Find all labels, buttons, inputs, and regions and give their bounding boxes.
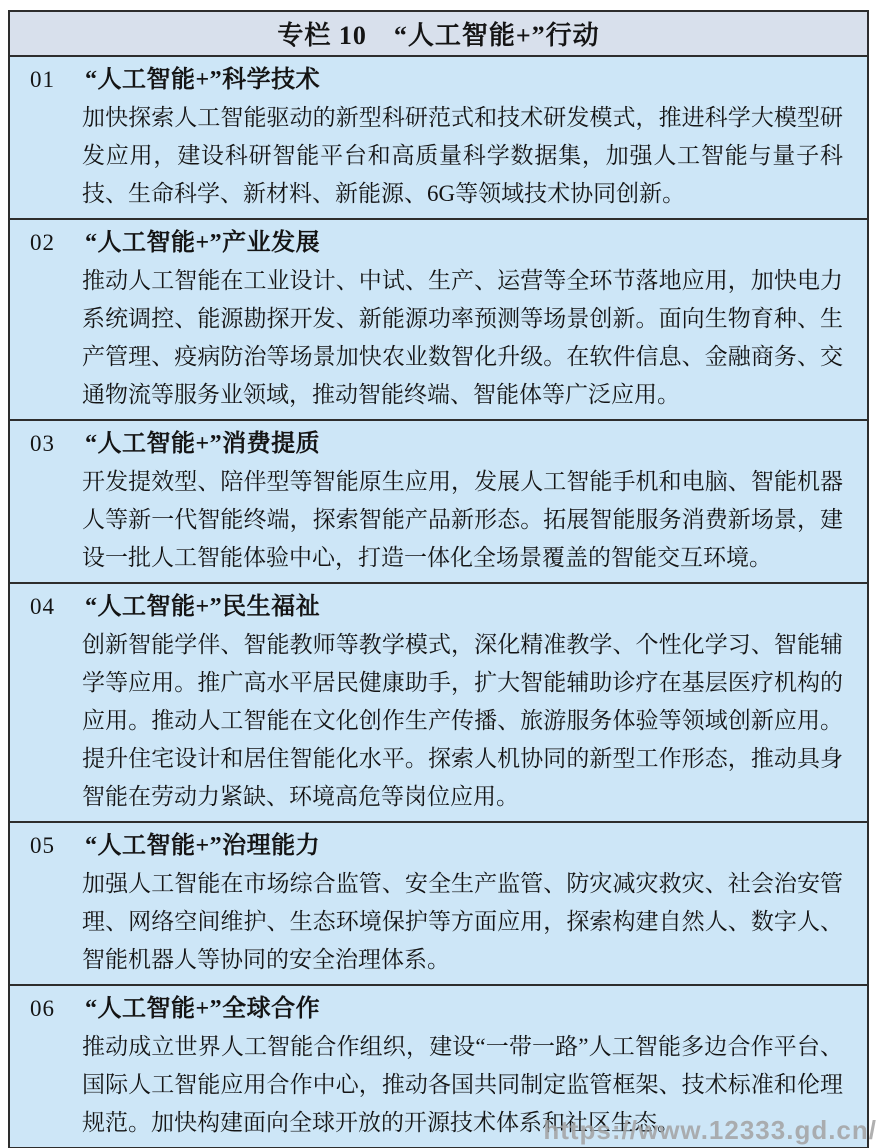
section-title: “人工智能+”消费提质 [85, 431, 321, 457]
box-header [10, 12, 867, 57]
section-number: 01 [30, 67, 55, 92]
column-box [8, 10, 869, 1148]
section-heading [30, 61, 843, 99]
section-heading [30, 425, 843, 463]
section-title: “人工智能+”民生福祉 [85, 594, 321, 620]
section-number: 02 [30, 230, 55, 255]
section-body: 推动成立世界人工智能合作组织，建设“一带一路”人工智能多边合作平台、国际人工智能应用合作中心，推动各国共同制定监管框架、技术标准和伦理规范。加快构建面向全球开放的开源技术体系和社区生态。 [82, 1034, 843, 1135]
box-title: 专栏 10 “人工智能+”行动 [277, 21, 600, 50]
section-body: 创新智能学伴、智能教师等教学模式，深化精准教学、个性化学习、智能辅学等应用。推广高水平居民健康助手，扩大智能辅助诊疗在基层医疗机构的应用。推动人工智能在文化创作生产传播、旅游服务体验等领域创新应用。提升住宅设计和居住智能化水平。探索人机协同的新型工作形态，推动具身智能在劳动力紧缺、环境高危等岗位应用。 [82, 632, 843, 809]
section-number: 05 [30, 833, 55, 858]
section-title: “人工智能+”全球合作 [85, 996, 321, 1022]
section-row [10, 584, 867, 823]
section-body: 加快探索人工智能驱动的新型科研范式和技术研发模式，推进科学大模型研发应用，建设科研智能平台和高质量科学数据集，加强人工智能与量子科技、生命科学、新材料、新能源、6G等领域技术协同创新。 [82, 105, 843, 206]
section-body: 推动人工智能在工业设计、中试、生产、运营等全环节落地应用，加快电力系统调控、能源勘探开发、新能源功率预测等场景创新。面向生物育种、生产管理、疫病防治等场景加快农业数智化升级。在软件信息、金融商务、交通物流等服务业领域，推动智能终端、智能体等广泛应用。 [82, 268, 843, 407]
section-heading [30, 588, 843, 626]
section-number: 03 [30, 431, 55, 456]
section-title: “人工智能+”科学技术 [85, 67, 321, 93]
section-row [10, 220, 867, 421]
section-row [10, 986, 867, 1147]
section-body: 开发提效型、陪伴型等智能原生应用，发展人工智能手机和电脑、智能机器人等新一代智能终端，探索智能产品新形态。拓展智能服务消费新场景，建设一批人工智能体验中心，打造一体化全场景覆盖的智能交互环境。 [82, 469, 843, 570]
section-heading [30, 224, 843, 262]
section-title: “人工智能+”治理能力 [85, 833, 321, 859]
section-number: 06 [30, 996, 55, 1021]
section-row [10, 421, 867, 584]
section-heading [30, 827, 843, 865]
section-heading [30, 990, 843, 1028]
section-body: 加强人工智能在市场综合监管、安全生产监管、防灾减灾救灾、社会治安管理、网络空间维护、生态环境保护等方面应用，探索构建自然人、数字人、智能机器人等协同的安全治理体系。 [82, 871, 843, 972]
section-number: 04 [30, 594, 55, 619]
section-row [10, 823, 867, 986]
watermark-url: https://www.12333.gd.cn/ [543, 1115, 877, 1145]
section-row [10, 57, 867, 220]
section-title: “人工智能+”产业发展 [85, 230, 321, 256]
